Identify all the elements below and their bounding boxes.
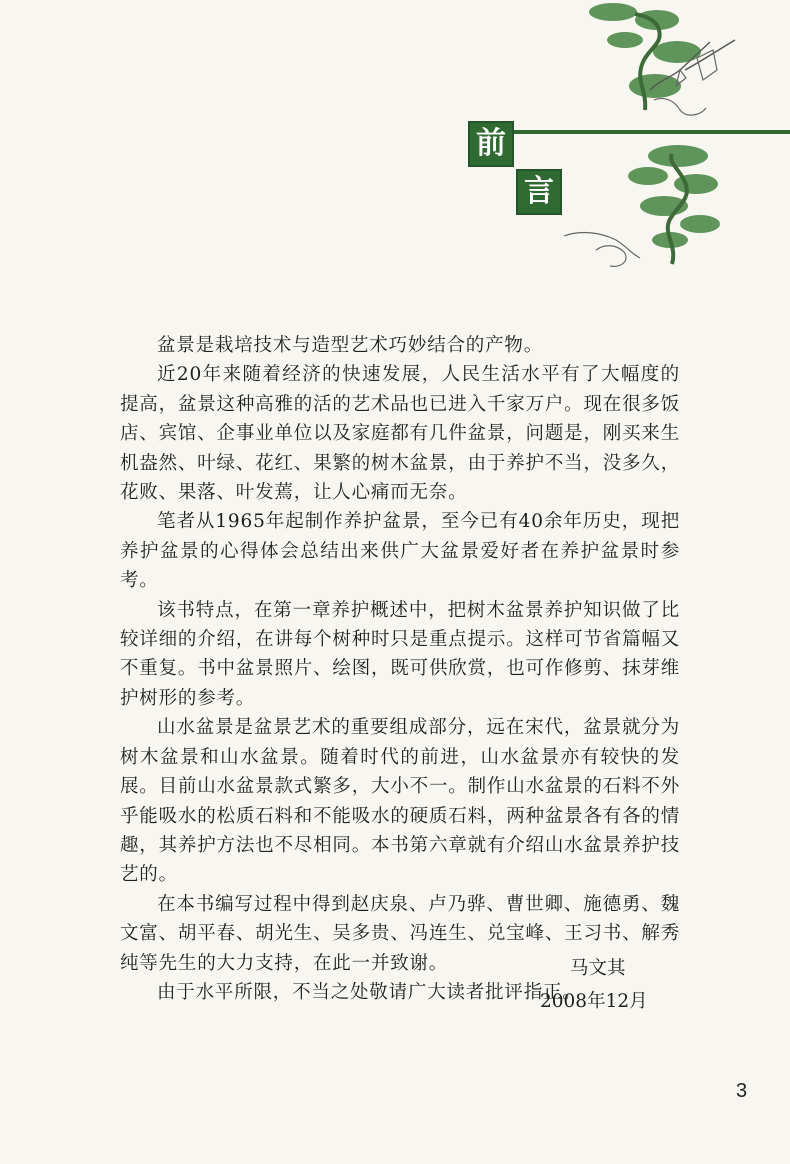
page-number: 3 xyxy=(736,1080,748,1102)
header-divider-bar xyxy=(468,130,790,134)
title-char-2: 言 xyxy=(516,169,562,215)
paragraph: 近20年来随着经济的快速发展，人民生活水平有了大幅度的提高，盆景这种高雅的活的艺术品也已进入千家万户。现在很多饭店、宾馆、企事业单位以及家庭都有几件盆景，问题是，刚买来生机盎然、叶绿、花红、果繁的树木盆景，由于养护不当，没多久，花败、果落、叶发蔫，让人心痛而无奈。 xyxy=(120,364,680,504)
author-name: 马文其 xyxy=(570,958,626,979)
paragraph: 笔者从1965年起制作养护盆景，至今已有40余年历史，现把养护盆景的心得体会总结出来供广大盆景爱好者在养护盆景时参考。 xyxy=(120,511,680,592)
bonsai-tree-bottom-icon xyxy=(560,140,730,275)
paragraph: 在本书编写过程中得到赵庆泉、卢乃骅、曹世卿、施德勇、魏文富、胡平春、胡光生、吴多贵、冯连生、兑宝峰、王习书、解秀纯等先生的大力支持，在此一并致谢。 xyxy=(120,893,680,974)
signature-date: 2008年12月 xyxy=(540,991,648,1012)
paragraph: 盆景是栽培技术与造型艺术巧妙结合的产物。 xyxy=(157,335,544,356)
hand-with-scissors-icon xyxy=(640,30,720,120)
paragraph: 由于水平所限，不当之处敬请广大读者批评指正。 xyxy=(157,981,582,1003)
title-char-1: 前 xyxy=(468,121,514,167)
preface-body xyxy=(120,331,680,1007)
paragraph: 山水盆景是盆景艺术的重要组成部分，远在宋代，盆景就分为树木盆景和山水盆景。随着时代的前进，山水盆景亦有较快的发展。目前山水盆景款式繁多，大小不一。制作山水盆景的石料不外乎能吸水的松质石料和不能吸水的硬质石料，两种盆景各有各的情趣，其养护方法也不尽相同。本书第六章就有介绍山水盆景养护技艺的。 xyxy=(120,717,680,886)
signature xyxy=(540,954,660,1017)
paragraph: 该书特点，在第一章养护概述中，把树木盆景养护知识做了比较详细的介绍，在讲每个树种时只是重点提示。这样可节省篇幅又不重复。书中盆景照片、绘图，既可供欣赏，也可作修剪、抹芽维护树形的参考。 xyxy=(120,599,680,709)
